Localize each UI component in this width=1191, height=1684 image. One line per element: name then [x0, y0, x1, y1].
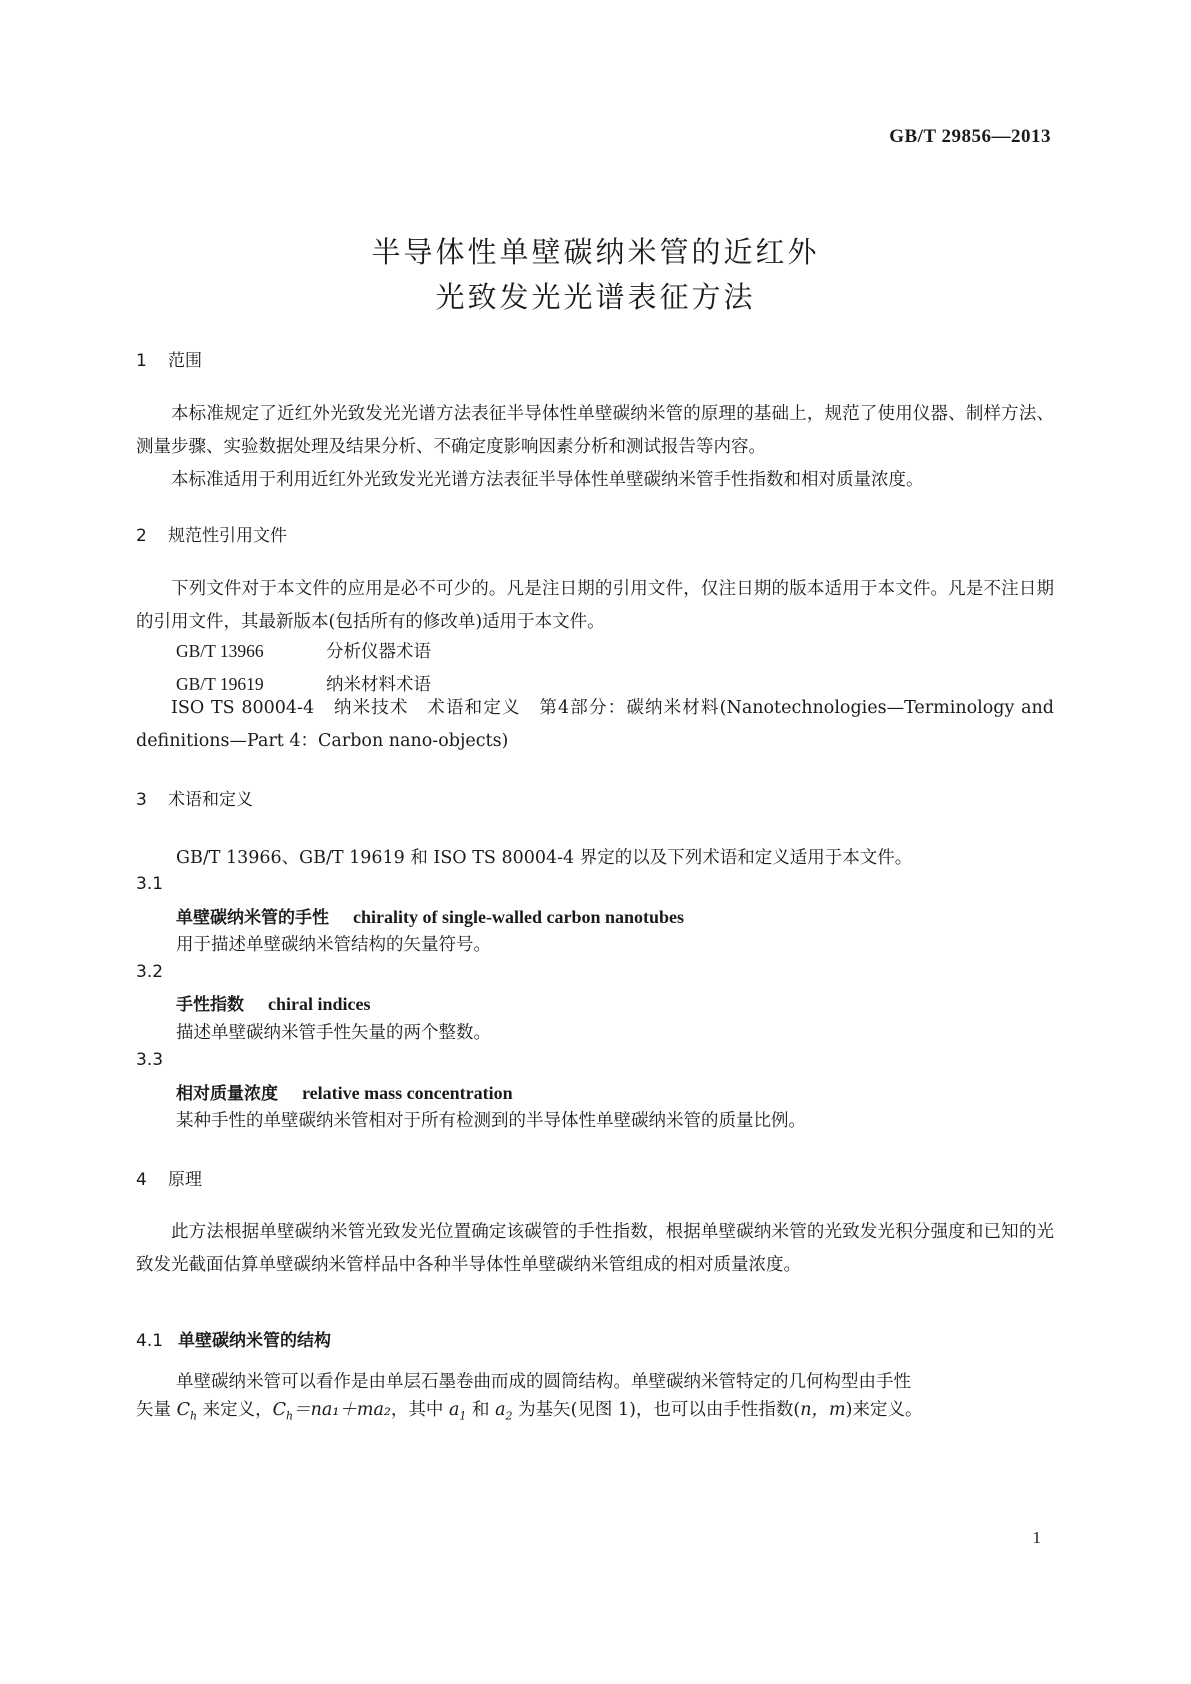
- term-name-zh: 相对质量浓度: [176, 1084, 278, 1104]
- chiral-vector-symbol: [176, 1400, 198, 1423]
- text-run: 为基矢(见图 1)，也可以由手性指数(: [518, 1400, 801, 1420]
- document-title-line2: 光致发光光谱表征方法: [435, 280, 756, 314]
- chiral-vector-equation: ＝na₁＋ma₂: [293, 1400, 391, 1420]
- term-number: 3.3: [136, 1050, 164, 1070]
- reference-item: [176, 638, 431, 663]
- term-definition: 用于描述单壁碳纳米管结构的矢量符号。: [176, 935, 491, 955]
- term-name: [176, 990, 371, 1015]
- reference-title: 分析仪器术语: [326, 642, 431, 662]
- structure-paragraph-line2: [136, 1394, 1054, 1433]
- term-name-zh: 单壁碳纳米管的手性: [176, 908, 329, 928]
- symbol-subscript: h: [189, 1409, 198, 1423]
- section-2-heading: [136, 521, 287, 546]
- subsection-title: 单壁碳纳米管的结构: [178, 1331, 331, 1351]
- text-run: 矢量: [136, 1400, 171, 1420]
- term-name-zh: 手性指数: [176, 995, 244, 1015]
- basis-vector-a2: [495, 1400, 513, 1423]
- section-title: 原理: [168, 1170, 202, 1190]
- chiral-indices-symbol: n，m: [800, 1400, 846, 1420]
- symbol-subscript: h: [286, 1409, 294, 1423]
- terms-intro: GB/T 13966、GB/T 19619 和 ISO TS 80004-4 界定的以及下列术语和定义适用于本文件。: [176, 848, 913, 868]
- reference-code: GB/T 13966: [176, 641, 264, 661]
- section-1-heading: [136, 346, 202, 371]
- section-number: 2: [136, 526, 147, 546]
- term-number: 3.2: [136, 962, 164, 982]
- section-number: 1: [136, 351, 147, 371]
- symbol-main: a: [495, 1400, 506, 1420]
- text-run: )来定义。: [845, 1400, 923, 1420]
- principle-paragraph: 此方法根据单壁碳纳米管光致发光位置确定该碳管的手性指数，根据单壁碳纳米管的光致发光积分强度和已知的光致发光截面估算单壁碳纳米管样品中各种半导体性单壁碳纳米管组成的相对质量浓度。: [136, 1222, 1054, 1275]
- reference-code: GB/T 19619: [176, 674, 264, 694]
- term-number: 3.1: [136, 874, 164, 894]
- term-name: [176, 903, 684, 928]
- term-name-en: relative mass concentration: [302, 1083, 513, 1103]
- symbol-subscript: 1: [459, 1409, 467, 1423]
- document-title-line1: 半导体性单壁碳纳米管的近红外: [371, 235, 820, 269]
- page-number: 1: [1032, 1528, 1041, 1547]
- section-number: 4: [136, 1170, 147, 1190]
- structure-paragraph-line1: 单壁碳纳米管可以看作是由单层石墨卷曲而成的圆筒结构。单壁碳纳米管特定的几何构型由手性: [176, 1372, 911, 1392]
- subsection-number: 4.1: [136, 1331, 164, 1351]
- term-name: [176, 1079, 513, 1104]
- term-name-en: chirality of single-walled carbon nanotubes: [353, 907, 685, 927]
- subsection-4-1-heading: [136, 1326, 331, 1351]
- term-definition: 某种手性的单壁碳纳米管相对于所有检测到的半导体性单壁碳纳米管的质量比例。: [176, 1111, 806, 1131]
- chiral-vector-symbol: [272, 1400, 294, 1423]
- section-4-heading: [136, 1165, 202, 1190]
- text-run: ，其中: [390, 1400, 444, 1420]
- text-run: 来定义，: [202, 1400, 273, 1420]
- section-title: 规范性引用文件: [168, 526, 287, 546]
- term-definition: 描述单壁碳纳米管手性矢量的两个整数。: [176, 1023, 491, 1043]
- reference-item-iso: ISO TS 80004-4 纳米技术 术语和定义 第4部分：碳纳米材料(Nanotechnologies—Terminology and definitions—Part 4：Carbon nano-objects): [136, 698, 1054, 751]
- reference-title: 纳米材料术语: [326, 675, 431, 695]
- normative-refs-intro: 下列文件对于本文件的应用是必不可少的。凡是注日期的引用文件，仅注日期的版本适用于本文件。凡是不注日期的引用文件，其最新版本(包括所有的修改单)适用于本文件。: [136, 579, 1054, 632]
- standard-code: GB/T 29856—2013: [889, 126, 1051, 147]
- term-name-en: chiral indices: [268, 994, 371, 1014]
- section-number: 3: [136, 790, 147, 810]
- symbol-main: C: [272, 1400, 287, 1420]
- text-run: 和: [471, 1400, 490, 1420]
- section-title: 范围: [168, 351, 202, 371]
- section-title: 术语和定义: [168, 790, 253, 810]
- scope-paragraph-2: 本标准适用于利用近红外光致发光光谱方法表征半导体性单壁碳纳米管手性指数和相对质量浓度。: [171, 470, 924, 490]
- symbol-main: a: [448, 1400, 460, 1420]
- basis-vector-a1: [448, 1400, 467, 1423]
- symbol-main: C: [176, 1400, 190, 1420]
- section-3-heading: [136, 785, 253, 810]
- scope-paragraph-1: 本标准规定了近红外光致发光光谱方法表征半导体性单壁碳纳米管的原理的基础上，规范了使用仪器、制样方法、测量步骤、实验数据处理及结果分析、不确定度影响因素分析和测试报告等内容。: [136, 404, 1054, 457]
- symbol-subscript: 2: [505, 1409, 513, 1423]
